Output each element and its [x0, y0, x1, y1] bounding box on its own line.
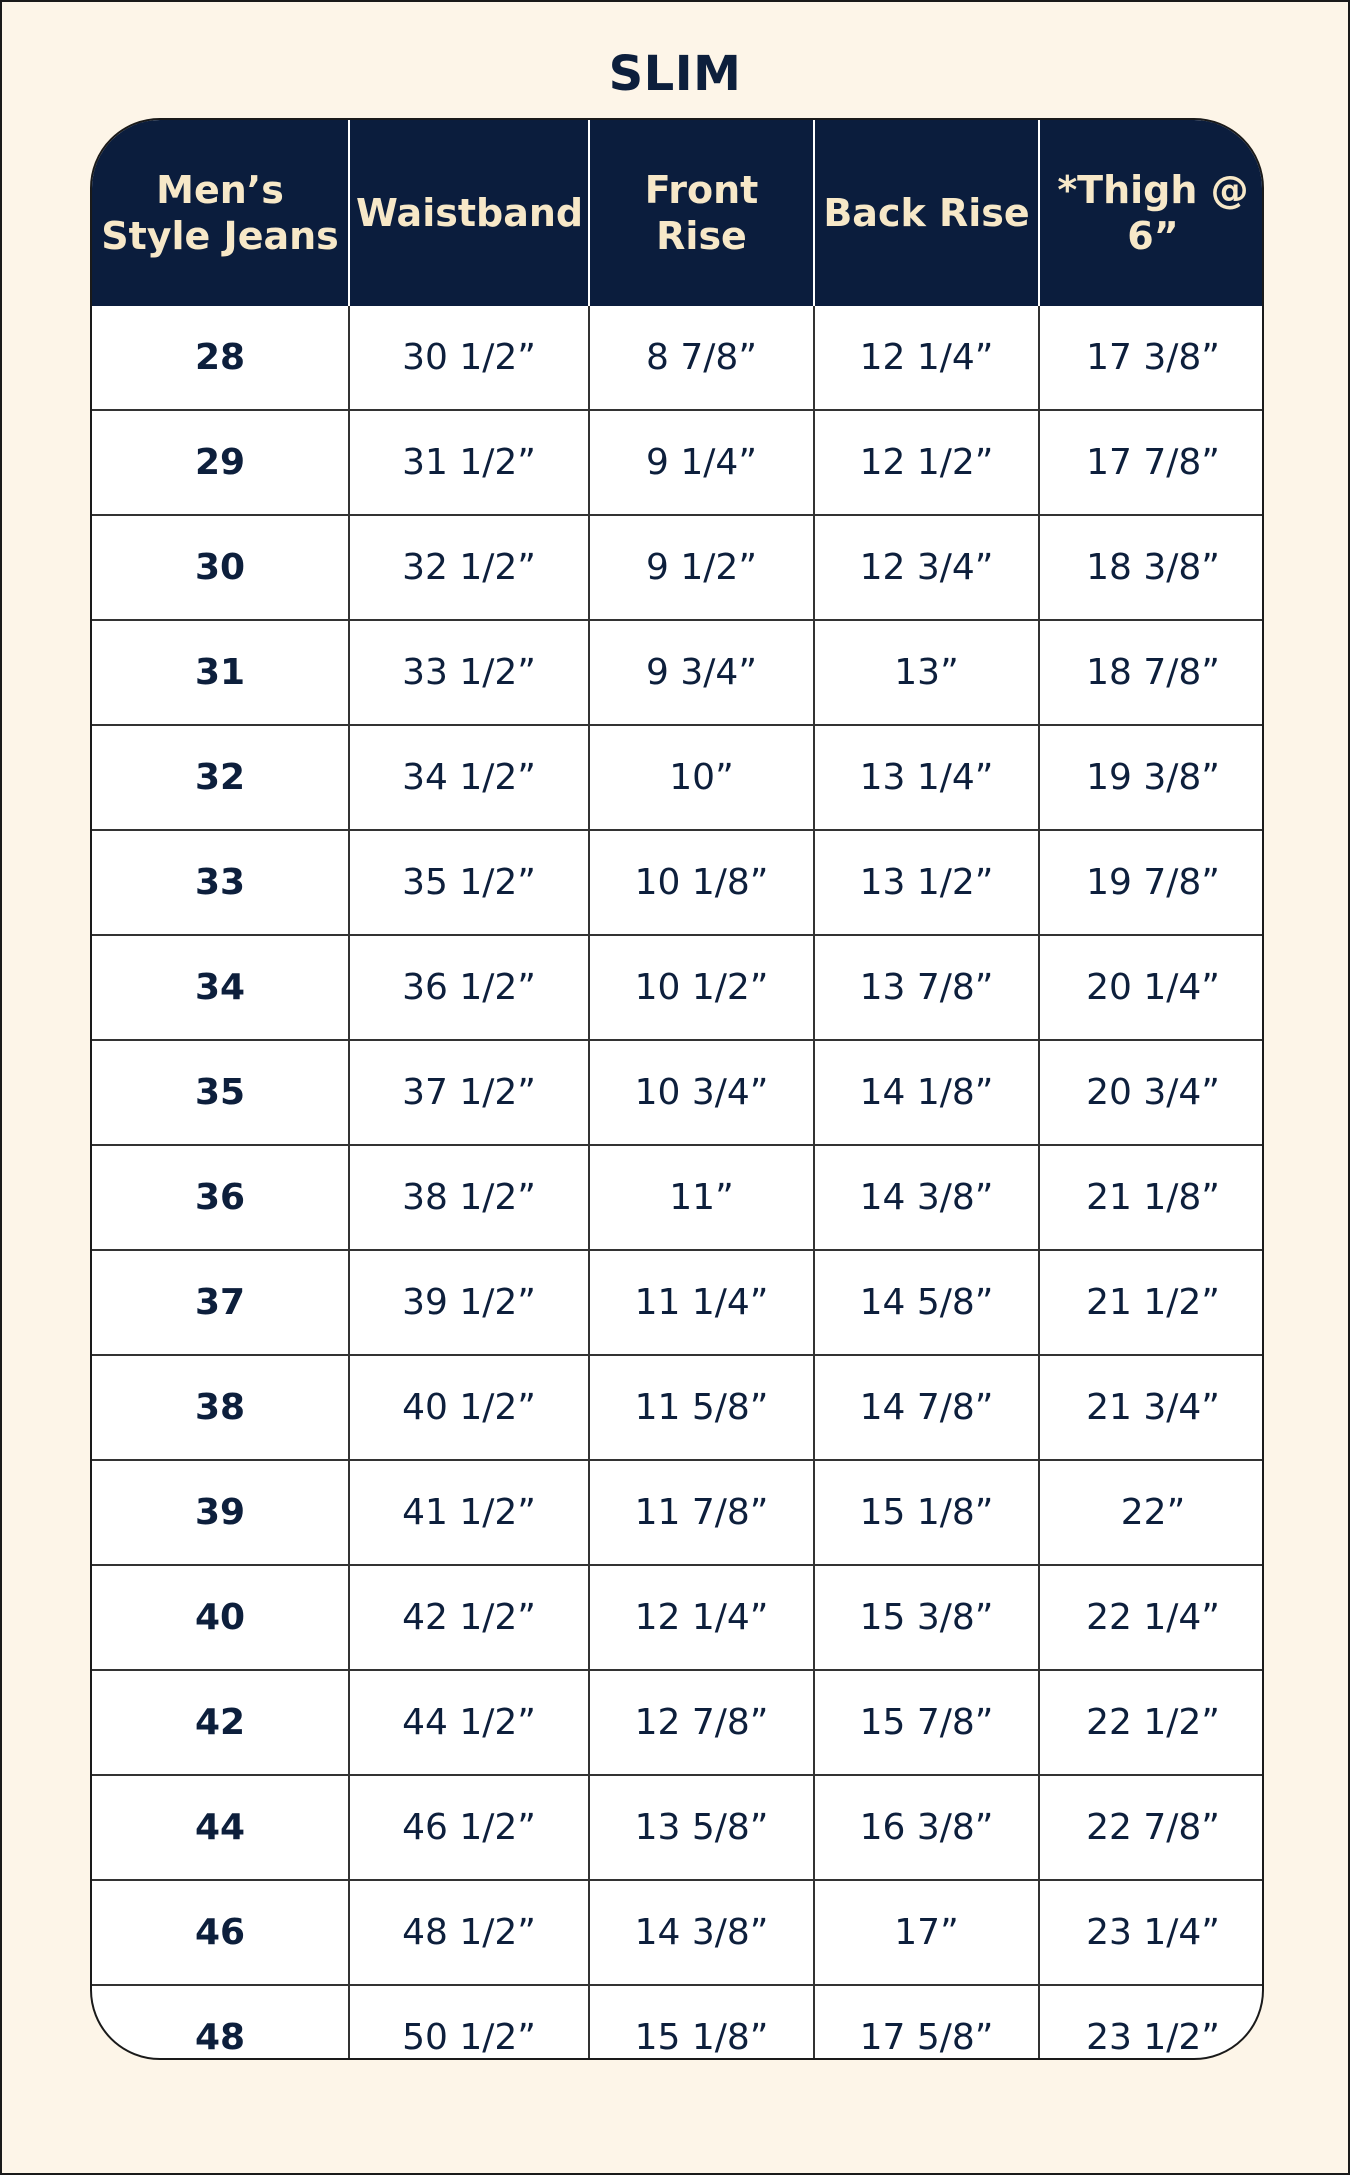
waistband-cell: 44 1/2”	[349, 1670, 589, 1775]
thigh-cell: 17 7/8”	[1039, 410, 1264, 515]
size-cell: 48	[92, 1985, 349, 2060]
front-rise-cell: 12 7/8”	[589, 1670, 814, 1775]
front-rise-cell: 9 1/4”	[589, 410, 814, 515]
thigh-cell: 21 1/2”	[1039, 1250, 1264, 1355]
table-row	[92, 1985, 1264, 2060]
size-cell: 35	[92, 1040, 349, 1145]
table-row	[92, 620, 1264, 725]
back-rise-cell: 14 3/8”	[814, 1145, 1039, 1250]
size-cell: 37	[92, 1250, 349, 1355]
waistband-cell: 31 1/2”	[349, 410, 589, 515]
table-body	[92, 306, 1264, 2060]
table-row	[92, 1250, 1264, 1355]
size-cell: 33	[92, 830, 349, 935]
front-rise-cell: 8 7/8”	[589, 306, 814, 410]
back-rise-cell: 15 1/8”	[814, 1460, 1039, 1565]
table-row	[92, 1565, 1264, 1670]
header-thigh: *Thigh @ 6”	[1039, 120, 1264, 306]
back-rise-cell: 15 7/8”	[814, 1670, 1039, 1775]
size-chart-table	[90, 118, 1264, 2060]
waistband-cell: 48 1/2”	[349, 1880, 589, 1985]
waistband-cell: 33 1/2”	[349, 620, 589, 725]
back-rise-cell: 16 3/8”	[814, 1775, 1039, 1880]
thigh-cell: 20 3/4”	[1039, 1040, 1264, 1145]
thigh-cell: 21 3/4”	[1039, 1355, 1264, 1460]
front-rise-cell: 10 1/8”	[589, 830, 814, 935]
thigh-cell: 22 7/8”	[1039, 1775, 1264, 1880]
size-cell: 46	[92, 1880, 349, 1985]
table-row	[92, 830, 1264, 935]
thigh-cell: 18 3/8”	[1039, 515, 1264, 620]
thigh-cell: 19 7/8”	[1039, 830, 1264, 935]
thigh-cell: 21 1/8”	[1039, 1145, 1264, 1250]
front-rise-cell: 11 1/4”	[589, 1250, 814, 1355]
thigh-cell: 22 1/2”	[1039, 1670, 1264, 1775]
page-title: SLIM	[608, 46, 742, 102]
thigh-cell: 20 1/4”	[1039, 935, 1264, 1040]
table-row	[92, 1460, 1264, 1565]
header-front-rise: Front Rise	[589, 120, 814, 306]
thigh-cell: 19 3/8”	[1039, 725, 1264, 830]
front-rise-cell: 11 5/8”	[589, 1355, 814, 1460]
table-row	[92, 1145, 1264, 1250]
table-row	[92, 410, 1264, 515]
front-rise-cell: 13 5/8”	[589, 1775, 814, 1880]
thigh-cell: 22”	[1039, 1460, 1264, 1565]
table-row	[92, 306, 1264, 410]
thigh-cell: 18 7/8”	[1039, 620, 1264, 725]
size-cell: 44	[92, 1775, 349, 1880]
table-row	[92, 1670, 1264, 1775]
waistband-cell: 32 1/2”	[349, 515, 589, 620]
back-rise-cell: 13 7/8”	[814, 935, 1039, 1040]
waistband-cell: 42 1/2”	[349, 1565, 589, 1670]
size-cell: 38	[92, 1355, 349, 1460]
size-cell: 39	[92, 1460, 349, 1565]
table-row	[92, 515, 1264, 620]
table-header-row	[92, 120, 1264, 306]
front-rise-cell: 9 1/2”	[589, 515, 814, 620]
front-rise-cell: 11 7/8”	[589, 1460, 814, 1565]
size-cell: 29	[92, 410, 349, 515]
size-cell: 32	[92, 725, 349, 830]
header-waistband: Waistband	[349, 120, 589, 306]
front-rise-cell: 10”	[589, 725, 814, 830]
header-back-rise: Back Rise	[814, 120, 1039, 306]
back-rise-cell: 14 1/8”	[814, 1040, 1039, 1145]
thigh-cell: 17 3/8”	[1086, 337, 1220, 378]
size-cell: 40	[92, 1565, 349, 1670]
front-rise-cell: 15 1/8”	[589, 1985, 814, 2060]
header-mens-style-jeans: Men’s Style Jeans	[92, 120, 349, 306]
size-cell: 34	[92, 935, 349, 1040]
back-rise-cell: 13 1/4”	[814, 725, 1039, 830]
back-rise-cell: 13 1/2”	[814, 830, 1039, 935]
waistband-cell: 36 1/2”	[349, 935, 589, 1040]
table-row	[92, 1355, 1264, 1460]
waistband-cell: 30 1/2”	[349, 306, 589, 410]
front-rise-cell: 14 3/8”	[589, 1880, 814, 1985]
back-rise-cell: 15 3/8”	[814, 1565, 1039, 1670]
waistband-cell: 35 1/2”	[349, 830, 589, 935]
waistband-cell: 40 1/2”	[349, 1355, 589, 1460]
back-rise-cell: 14 5/8”	[814, 1250, 1039, 1355]
table-row	[92, 935, 1264, 1040]
size-cell: 42	[92, 1670, 349, 1775]
front-rise-cell: 9 3/4”	[589, 620, 814, 725]
back-rise-cell: 12 1/2”	[814, 410, 1039, 515]
size-cell: 30	[92, 515, 349, 620]
waistband-cell: 50 1/2”	[349, 1985, 589, 2060]
size-cell: 28	[92, 306, 349, 410]
waistband-cell: 41 1/2”	[349, 1460, 589, 1565]
front-rise-cell: 10 3/4”	[589, 1040, 814, 1145]
thigh-cell: 22 1/4”	[1039, 1565, 1264, 1670]
front-rise-cell: 11”	[589, 1145, 814, 1250]
thigh-cell: 23 1/4”	[1039, 1880, 1264, 1985]
back-rise-cell: 14 7/8”	[814, 1355, 1039, 1460]
waistband-cell: 38 1/2”	[349, 1145, 589, 1250]
size-cell: 36	[92, 1145, 349, 1250]
waistband-cell: 39 1/2”	[349, 1250, 589, 1355]
waistband-cell: 34 1/2”	[349, 725, 589, 830]
back-rise-cell: 17 5/8”	[814, 1985, 1039, 2060]
front-rise-cell: 10 1/2”	[589, 935, 814, 1040]
back-rise-cell: 12 1/4”	[814, 306, 1039, 410]
size-cell: 31	[92, 620, 349, 725]
back-rise-cell: 12 3/4”	[814, 515, 1039, 620]
front-rise-cell: 12 1/4”	[589, 1565, 814, 1670]
table-row	[92, 1040, 1264, 1145]
thigh-cell: 23 1/2”	[1039, 1985, 1264, 2060]
table-row	[92, 1880, 1264, 1985]
table-row	[92, 1775, 1264, 1880]
table-row	[92, 725, 1264, 830]
back-rise-cell: 17”	[814, 1880, 1039, 1985]
back-rise-cell: 13”	[814, 620, 1039, 725]
waistband-cell: 37 1/2”	[349, 1040, 589, 1145]
waistband-cell: 46 1/2”	[349, 1775, 589, 1880]
